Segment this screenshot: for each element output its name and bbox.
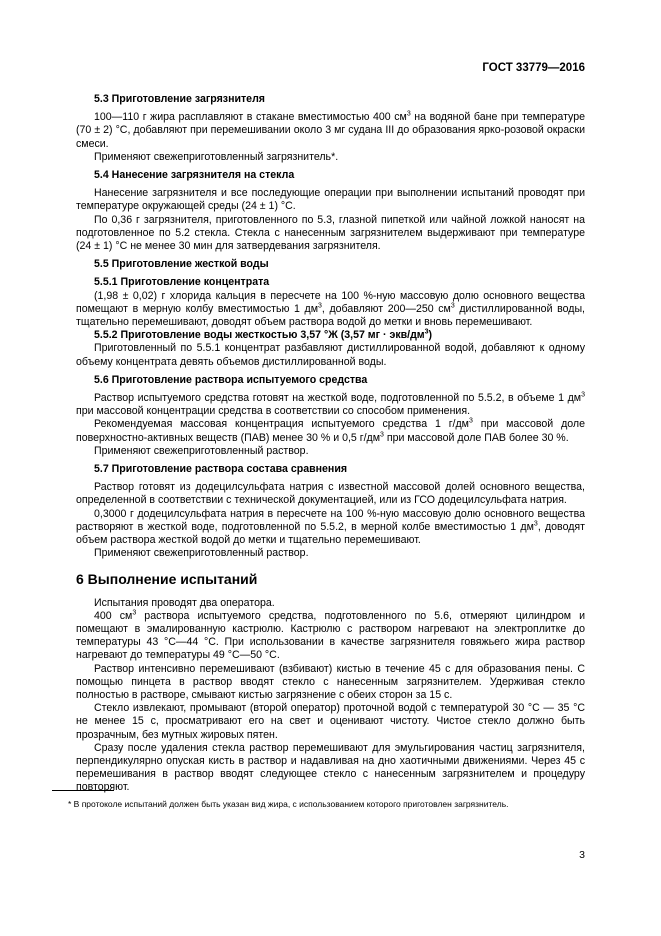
text-run: Рекомендуемая массовая концентрация испытуемого средства 1 г/дм <box>94 418 469 431</box>
section-5-6-title: 5.6 Приготовление раствора испытуемого средства <box>94 373 368 386</box>
text-run: при массовой концентрации средства в соответствии со способом применения. <box>76 405 471 418</box>
text-run: Раствор испытуемого средства готовят на жесткой воде, подготовленной по 5.5.2, в объеме 1 дм <box>94 392 582 405</box>
section-5-6-para-3: Применяют свежеприготовленный раствор. <box>94 444 309 457</box>
section-5-5-1-para <box>76 290 585 330</box>
section-5-7-para-1: Раствор готовят из додецилсульфата натрия с известной массовой долей основного вещества, определенной в соответствии с технической документацией, или из ГСО додецилсульфата натрия. <box>76 481 585 507</box>
text-run: (1,98 ± 0,02) г хлорида кальция в пересчете на 100 %-ную массовую долю основного вещества помещают в мерную колбу вместимостью 1 дм <box>76 289 585 315</box>
text-run: ) <box>428 329 433 342</box>
section-6-para-1: Испытания проводят два оператора. <box>94 596 275 609</box>
section-5-7-para-3: Применяют свежеприготовленный раствор. <box>94 547 309 560</box>
section-6-para-4: Стекло извлекают, промывают (второй оператор) проточной водой с температурой 30 °С — 35 °С не менее 15 с, просматривают его на свет и оценивают чистоту. Чистое стекло должно быть прозрачным, без мутных жировых пятен. <box>76 702 585 741</box>
section-5-6-para-1 <box>76 392 585 418</box>
standard-header: ГОСТ 33779—2016 <box>482 62 585 74</box>
section-5-3-title: 5.3 Приготовление загрязнителя <box>94 93 265 105</box>
text-run: 400 см <box>94 609 133 622</box>
section-6-para-5: Сразу после удаления стекла раствор перемешивают для эмульгирования частиц загрязнителя, перпендикулярно опуская кисть в раствор и надавливая на дно хаотичными движениями. Через 45 с перемешивания в раствор вводят следующее стекло с нанесенным загрязнителем и процедуру повторяют. <box>76 741 585 794</box>
footnote-divider <box>52 790 114 791</box>
text-run: раствора испытуемого средства, подготовленного по 5.6, отмеряют цилиндром и помещают в эмалированную кастрюлю. Кастрюлю с раствором нагревают на электроплитке до температуры 43 °С—44 °С. При использовании в качестве загрязнителя говяжьего жира раствор нагревают до температуры 49 °С—50 °С. <box>76 609 585 662</box>
section-5-4-para-2: По 0,36 г загрязнителя, приготовленного по 5.3, глазной пипеткой или чайной ложкой наносят на подготовленное по 5.2 стекла. Стекла с нанесенным загрязнителем выдерживают при температуре (24 ± 1) °С не менее 30 мин для затвердевания загрязнителя. <box>76 213 585 253</box>
text-run: на водяной бане при температуре (70 ± 2) °С, добавляют при перемешивании около 3 мг судана III до образования ярко-розовой окраски смеси. <box>76 111 585 150</box>
section-5-7-para-2 <box>76 508 585 548</box>
superscript: 3 <box>380 431 384 439</box>
superscript: 3 <box>450 302 455 310</box>
section-5-5-1-title: 5.5.1 Приготовление концентрата <box>94 276 270 289</box>
section-5-3-para-1 <box>76 111 585 151</box>
text-run: , добавляют 200—250 см <box>321 302 451 315</box>
superscript: 3 <box>132 609 137 617</box>
section-5-4-title: 5.4 Нанесение загрязнителя на стекла <box>94 169 295 182</box>
superscript: 3 <box>424 328 429 336</box>
text-run: 0,3000 г додецилсульфата натрия в пересчете на 100 %-ную массовую долю основного вещества растворяют в жесткой воде, подготовленной по 5.5.2, в мерной колбе вместимостью 1 дм <box>76 507 585 533</box>
section-5-5-2-para: Приготовленный по 5.5.1 концентрат разбавляют дистиллированной водой, добавляют к одному объему концентрата девять объемов дистиллированной воды. <box>76 342 585 368</box>
superscript: 3 <box>533 520 538 528</box>
text-run: 5.5.2 Приготовление воды жесткостью 3,57 °Ж (3,57 мг · экв/дм <box>94 329 425 342</box>
section-5-5-2-title <box>76 329 585 342</box>
superscript: 3 <box>581 391 585 399</box>
text-run: дистиллированной воды, тщательно перемешивают, доводят объем раствора водой до метки и вновь перемешивают. <box>76 302 585 329</box>
text-run: при массовой доле поверхностно-активных веществ (ПАВ) менее 30 % и 0,5 г/дм <box>76 418 585 444</box>
section-5-5-title: 5.5 Приготовление жесткой воды <box>94 258 269 271</box>
section-5-7-title: 5.7 Приготовление раствора состава сравнения <box>94 463 348 476</box>
text-run: при массовой доле ПАВ более 30 %. <box>383 431 569 444</box>
text-run: , доводят объем раствора жесткой водой до метки и тщательно перемешивают. <box>76 520 585 547</box>
page-number: 3 <box>579 849 585 861</box>
footnote: * В протоколе испытаний должен быть указан вид жира, с использованием которого приготовлен загрязнитель. <box>68 799 509 809</box>
section-5-6-para-2 <box>76 418 585 444</box>
superscript: 3 <box>406 110 411 118</box>
superscript: 3 <box>318 302 322 310</box>
section-5-3-para-2: Применяют свежеприготовленный загрязнитель*. <box>94 150 339 163</box>
text-run: 100—110 г жира расплавляют в стакане вместимостью 400 см <box>94 111 407 124</box>
section-6-title: 6 Выполнение испытаний <box>76 570 258 587</box>
superscript: 3 <box>468 417 473 425</box>
section-6-para-3: Раствор интенсивно перемешивают (взбивают) кистью в течение 45 с для образования пены. С помощью пинцета в раствор вводят стекло с нанесенным загрязнителем. Удерживая стекло полностью в растворе, смывают кистью загрязнение с обеих сторон за 15 с. <box>76 662 585 701</box>
document-body <box>76 93 585 795</box>
section-5-4-para-1: Нанесение загрязнителя и все последующие операции при выполнении испытаний проводят при температуре окружающей среды (24 ± 1) °С. <box>76 187 585 213</box>
section-6-para-2 <box>76 610 585 663</box>
